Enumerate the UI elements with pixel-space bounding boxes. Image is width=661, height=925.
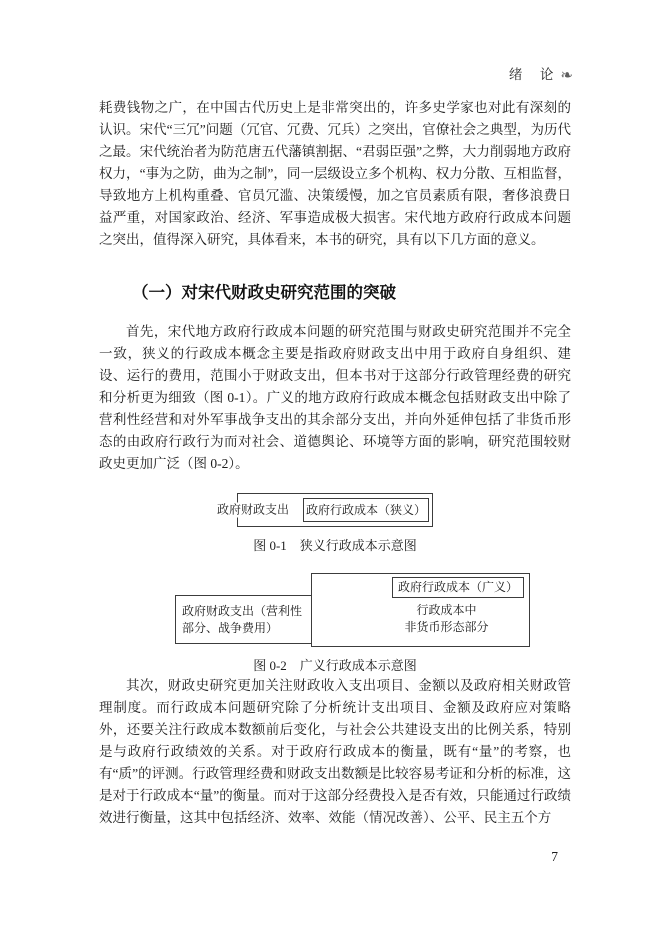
fig2-broad-admin-cost-label: 政府行政成本（广义）	[392, 577, 524, 598]
body-paragraph-1: 耗费钱物之广，在中国古代历史上是非常突出的，许多史学家也对此有深刻的认识。宋代“三冗”问题（冗官、冗费、冗兵）之突出，官僚社会之典型，为历代之最。宋代统治者为防范唐五代藩镇割据、“君弱臣强”之弊，大力削弱地方政府权力，“事为之防，曲为之制”，同一层级设立多个机构、权力分散、互相监督，导致地方上机构重叠、官员冗滥、决策缓慢，加之官员素质有限，奢侈浪费日益严重，对国家政治、经济、军事造成极大损害。宋代地方政府行政成本问题之突出，值得深入研究，具体看来，本书的研究，具有以下几方面的意义。	[99, 100, 571, 247]
fig2-diagram	[139, 573, 531, 647]
fig2-nonmonetary-label	[368, 602, 525, 636]
fig2-nonmonetary-line1: 行政成本中	[416, 603, 477, 617]
figure-0-2	[99, 573, 571, 675]
ornament-icon: ❧	[560, 68, 573, 84]
fig1-fiscal-expenditure-box	[217, 493, 433, 527]
chapter-header-title: 绪 论	[508, 67, 556, 82]
fig1-caption: 图 0-1 狭义行政成本示意图	[253, 538, 417, 553]
section-heading: （一）对宋代财政史研究范围的突破	[132, 283, 396, 302]
fig1-fiscal-expenditure-label: 政府财政支出	[214, 503, 292, 518]
body-paragraph-3: 其次，财政史研究更加关注财政收入支出项目、金额以及政府相关财政管理制度。而行政成本问题研究除了分析统计支出项目、金额及政府应对策略外，还要关注行政成本数额前后变化，与社会公共建设支出的比例关系，特别是与政府行政绩效的关系。对于政府行政成本的衡量，既有“量”的考察，也有“质”的评测。行政管理经费和财政支出数额是比较容易考证和分析的标准，这是对于行政成本“量”的衡量。而对于这部分经费投入是否有效，只能通过行政绩效进行衡量，这其中包括经济、效率、效能（情况改善）、公平、民主五个方	[99, 678, 571, 825]
fig1-narrow-admin-cost-box: 政府行政成本（狭义）	[303, 498, 429, 522]
figure-0-1	[99, 493, 571, 555]
page-number: 7	[551, 849, 558, 864]
body-paragraph-2: 首先，宋代地方政府行政成本问题的研究范围与财政史研究范围并不完全一致，狭义的行政成本概念主要是指政府财政支出中用于政府自身组织、建设、运行的费用，范围小于财政支出，但本书对于这部分行政管理经费的研究和分析更为细致（图 0-1）。广义的地方政府行政成本概念包括财政支出中除了营利性经营和对外军事战争支出的其余部分支出，并向外延伸包括了非货币形态的由政府行政行为而对社会、道德舆论、环境等方面的影响，研究范围较财政史更加广泛（图 0-2）。	[99, 324, 571, 471]
fig2-caption: 图 0-2 广义行政成本示意图	[253, 658, 417, 673]
fig2-broad-admin-cost-box	[311, 573, 530, 647]
page-body	[99, 97, 571, 829]
fig2-nonmonetary-line2: 非货币形态部分	[404, 620, 489, 634]
fig2-fiscal-expenditure-box: 政府财政支出（营利性部分、战争费用）	[175, 595, 312, 644]
fig1-diagram	[217, 493, 433, 527]
page-header	[0, 66, 573, 85]
